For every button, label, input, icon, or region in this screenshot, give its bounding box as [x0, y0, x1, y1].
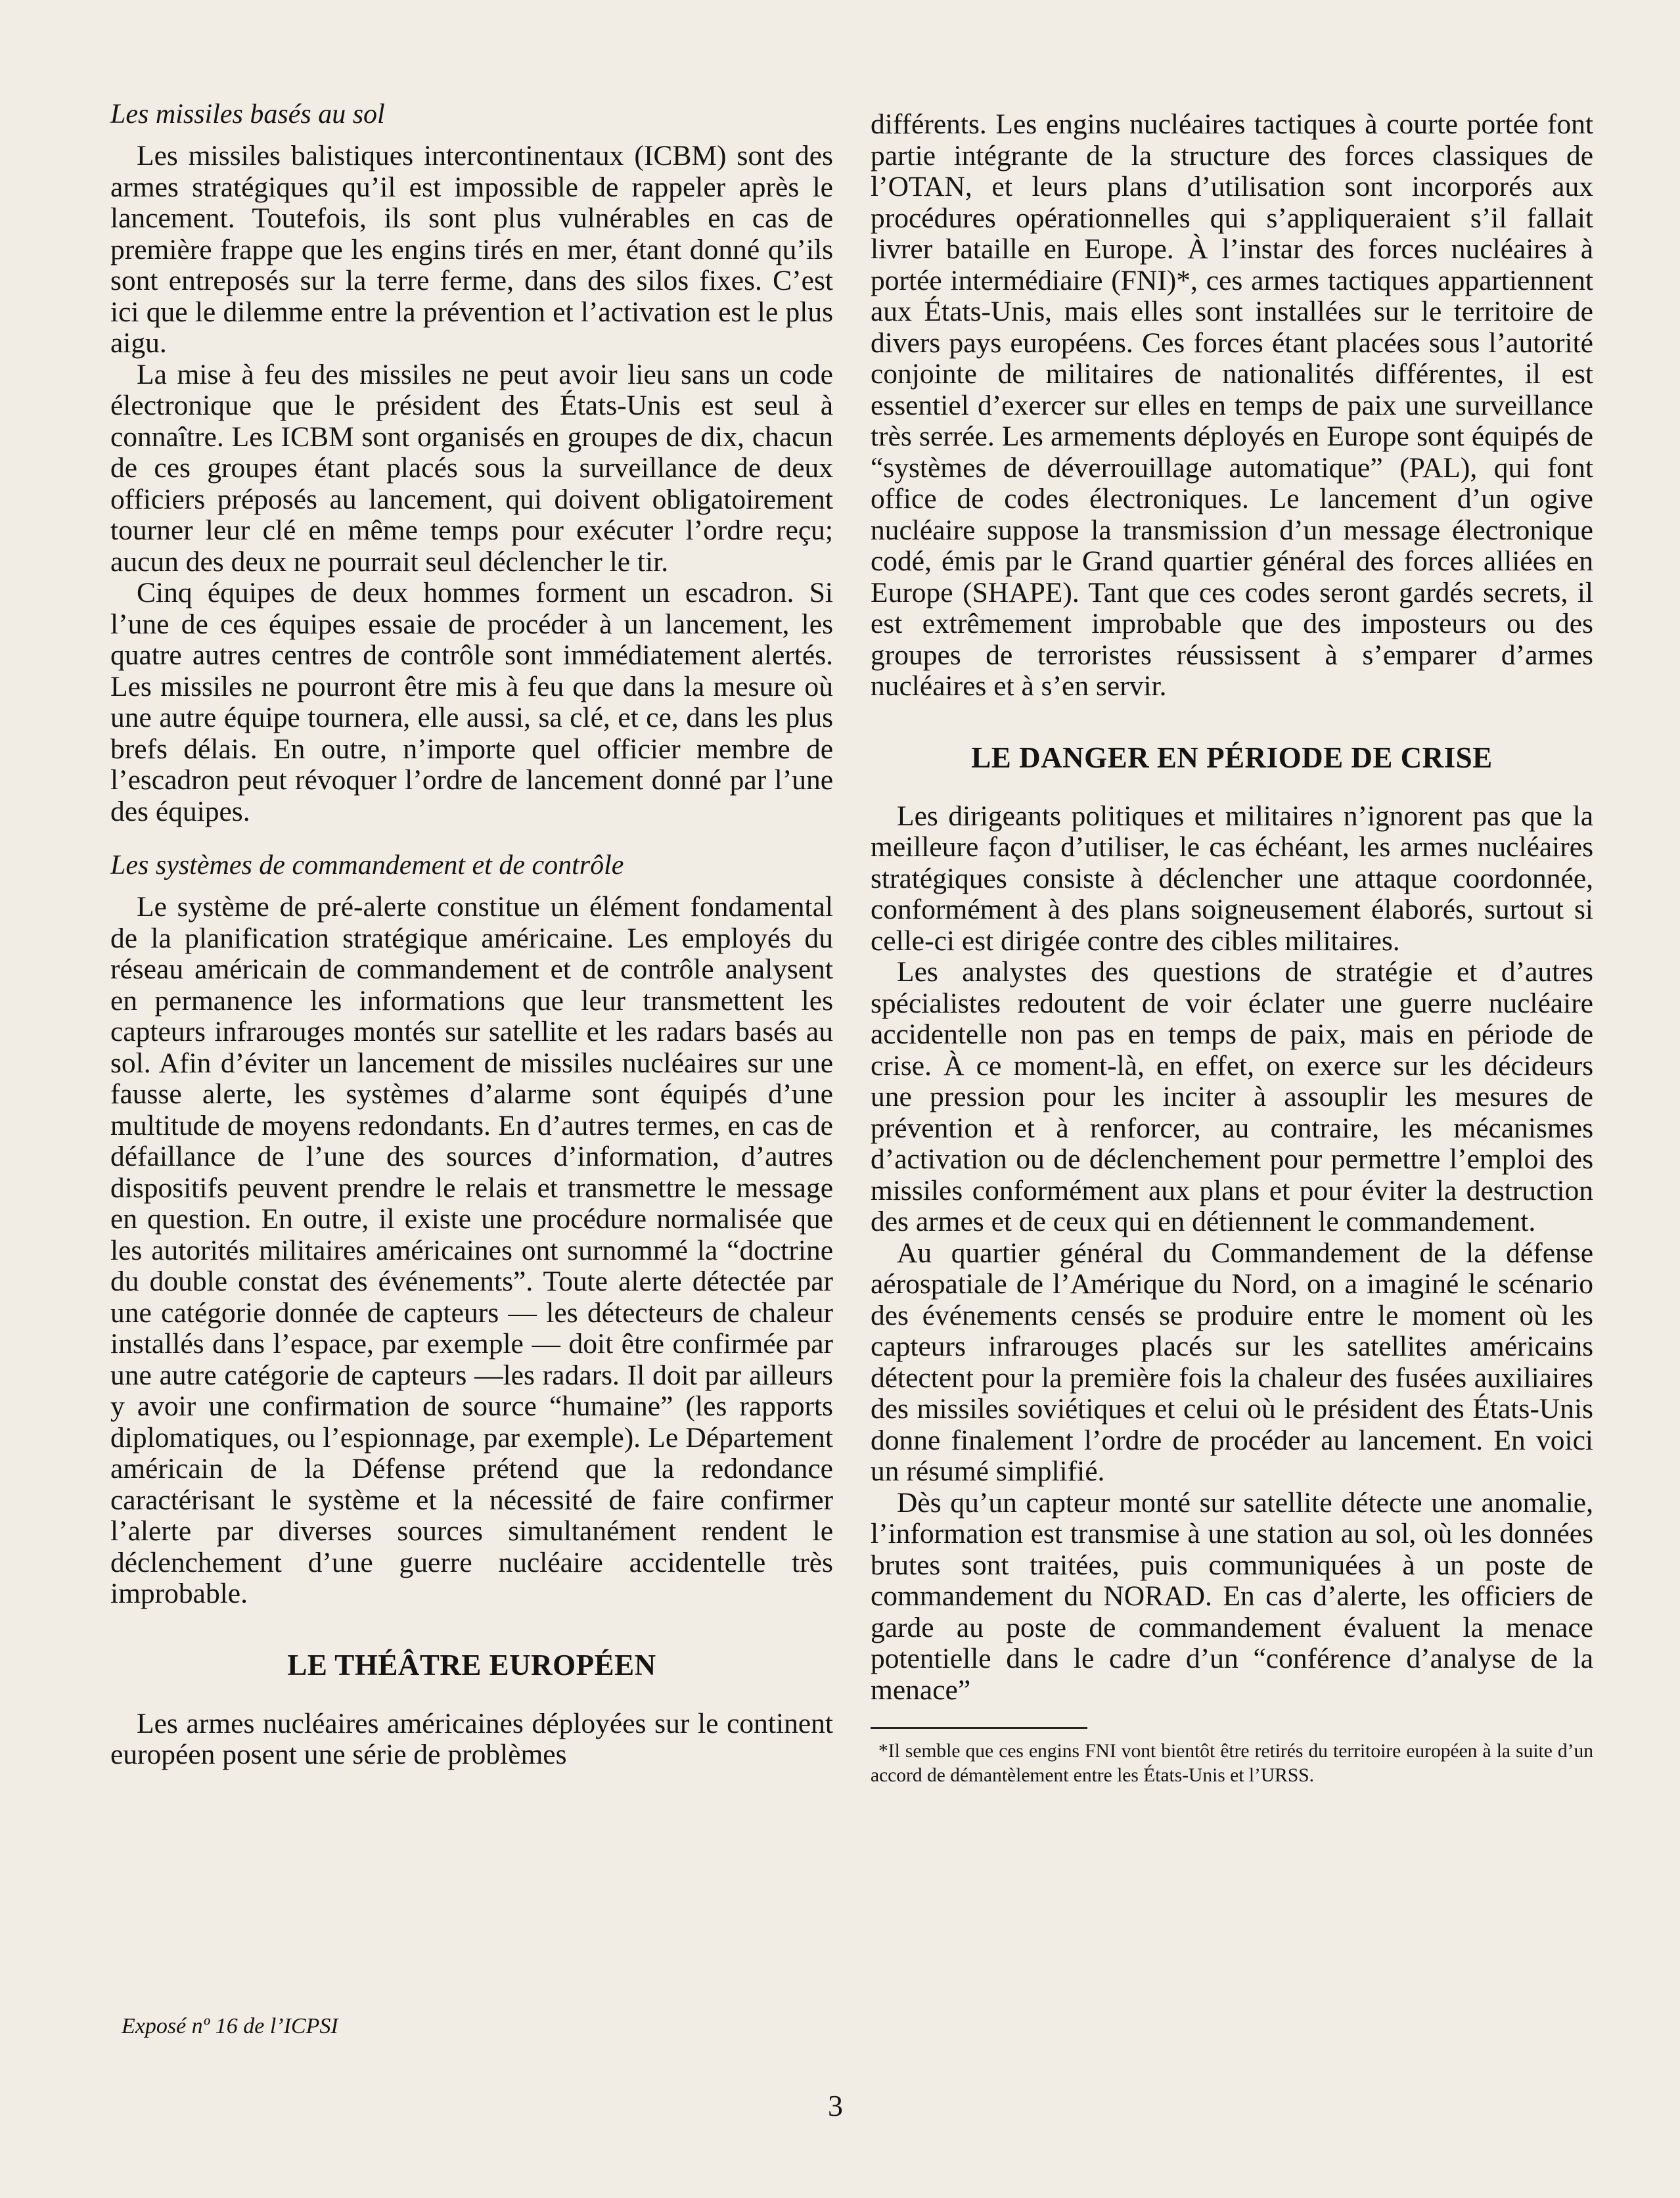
paragraph: La mise à feu des missiles ne peut avoir lieu sans un code électronique que le président des États-Unis est seul à connaître. Les ICBM sont organisés en groupes de dix, chacun de ces groupes étant placés sous la surveillance de deux officiers préposés au lancement, qui doivent obligatoirement tourner leur clé en même temps pour exécuter l’ordre reçu; aucun des deux ne pourrait seul déclencher le tir. [110, 358, 833, 578]
paragraph: Les missiles balistiques intercontinentaux (ICBM) sont des armes stratégiques qu’il est impossible de rappeler après le lancement. Toutefois, ils sont plus vulnérables en cas de première frappe que les engins tirés en mer, étant donné qu’ils sont entreposés sur la terre ferme, dans des silos fixes. C’est ici que le dilemme entre la prévention et l’activation est le plus aigu. [110, 140, 833, 359]
paragraph: différents. Les engins nucléaires tactiques à courte portée font partie intégrante de la structure des forces classiques de l’OTAN, et leurs plans d’utilisation sont incorporés aux procédures opérationnelles qui s’appliqueraient s’il fallait livrer bataille en Europe. À l’instar des forces nucléaires à portée intermédiaire (FNI)*, ces armes tactiques appartiennent aux États-Unis, mais elles sont installées sur le territoire de divers pays européens. Ces forces étant placées sous l’autorité conjointe de militaires de nationalités différentes, il est essentiel d’exercer sur elles en temps de paix une surveillance très serrée. Les armements déployés en Europe sont équipés de “systèmes de déverrouillage automatique” (PAL), qui font office de codes électroniques. Le lancement d’un ogive nucléaire suppose la transmission d’un message électronique codé, émis par le Grand quartier général des forces alliées en Europe (SHAPE). Tant que ces codes seront gardés secrets, il est extrêmement improbable que des imposteurs ou des groupes de terroristes réussissent à s’emparer d’armes nucléaires et à s’en servir. [871, 108, 1593, 702]
heading-european-theatre: LE THÉÂTRE EUROPÉEN [287, 1648, 656, 1682]
footer-source: Exposé nº 16 de l’ICPSI [122, 2014, 338, 2038]
paragraph: Les analystes des questions de stratégie et d’autres spécialistes redoutent de voir éclater une guerre nucléaire accidentelle non pas en temps de paix, mais en période de crise. À ce moment-là, en effet, on exerce sur les décideurs une pression pour les inciter à assouplir les mesures de prévention et à renforcer, au contraire, les mécanismes d’activation ou de déclenchement pour permettre l’emploi des missiles conformément aux plans et pour éviter la destruction des armes et de ceux qui en détiennent le commandement. [871, 956, 1593, 1237]
paragraph: Dès qu’un capteur monté sur satellite détecte une anomalie, l’information est transmise à une station au sol, où les données brutes sont traitées, puis communiquées à un poste de commandement du NORAD. En cas d’alerte, les officiers de garde au poste de commandement évaluent la menace potentielle dans le cadre d’un “conférence d’analyse de la menace” [871, 1486, 1593, 1706]
paragraph: Les armes nucléaires américaines déployées sur le continent européen posent une série de problèmes [110, 1707, 833, 1770]
paragraph: Cinq équipes de deux hommes forment un escadron. Si l’une de ces équipes essaie de procéder à un lancement, les quatre autres centres de contrôle sont immédiatement alertés. Les missiles ne pourront être mis à feu que dans la mesure où une autre équipe tournera, elle aussi, sa clé, et ce, dans les plus brefs délais. En outre, n’importe quel officier membre de l’escadron peut révoquer l’ordre de lancement donné par l’une des équipes. [110, 577, 833, 827]
footnote-divider [871, 1727, 1087, 1729]
subheading-command-control: Les systèmes de commandement et de contrôle [110, 850, 624, 881]
paragraph: Les dirigeants politiques et militaires n’ignorent pas que la meilleure façon d’utiliser, le cas échéant, les armes nucléaires stratégiques consiste à déclencher une attaque coordonnée, conformément à des plans soigneusement élaborés, surtout si celle-ci est dirigée contre des cibles militaires. [871, 800, 1593, 957]
paragraph: Au quartier général du Commandement de la défense aérospatiale de l’Amérique du Nord, on a imaginé le scénario des événements censés se produire entre le moment où les capteurs infrarouges placés sur les satellites américains détectent pour la première fois la chaleur des fusées auxiliaires des missiles soviétiques et celui où le président des États-Unis donne finalement l’ordre de procéder au lancement. En voici un résumé simplifié. [871, 1237, 1593, 1487]
heading-crisis-danger: LE DANGER EN PÉRIODE DE CRISE [971, 741, 1493, 774]
paragraph: Le système de pré-alerte constitue un élément fondamental de la planification stratégique américaine. Les employés du réseau américain de commandement et de contrôle analysent en permanence les informations que leur transmettent les capteurs infrarouges montés sur satellite et les radars basés au sol. Afin d’éviter un lancement de missiles nucléaires sur une fausse alerte, les systèmes d’alarme sont équipés d’une multitude de moyens redondants. En d’autres termes, en cas de défaillance de l’une des sources d’information, d’autres dispositifs peuvent prendre le relais et transmettre le message en question. En outre, il existe une procédure normalisée que les autorités militaires américaines ont surnommé la “doctrine du double constat des événements”. Toute alerte détectée par une catégorie donnée de capteurs — les détecteurs de chaleur installés dans l’espace, par exemple — doit être confirmée par une autre catégorie de capteurs —les radars. Il doit par ailleurs y avoir une confirmation de source “humaine” (les rapports diplomatiques, ou l’espionnage, par exemple). Le Département américain de la Défense prétend que la redondance caractérisant le système et la nécessité de faire confirmer l’alerte par diverses sources simultanément rendent le déclenchement d’une guerre nucléaire accidentelle très improbable. [110, 891, 833, 1609]
footnote: *Il semble que ces engins FNI vont bientôt être retirés du territoire européen à la suite d’un accord de démantèlement entre les États-Unis et l’URSS. [871, 1741, 1593, 1786]
right-column [871, 109, 1593, 1788]
page-number: 3 [828, 2089, 843, 2122]
left-column [110, 99, 833, 1771]
subheading-ground-missiles: Les missiles basés au sol [110, 99, 385, 129]
